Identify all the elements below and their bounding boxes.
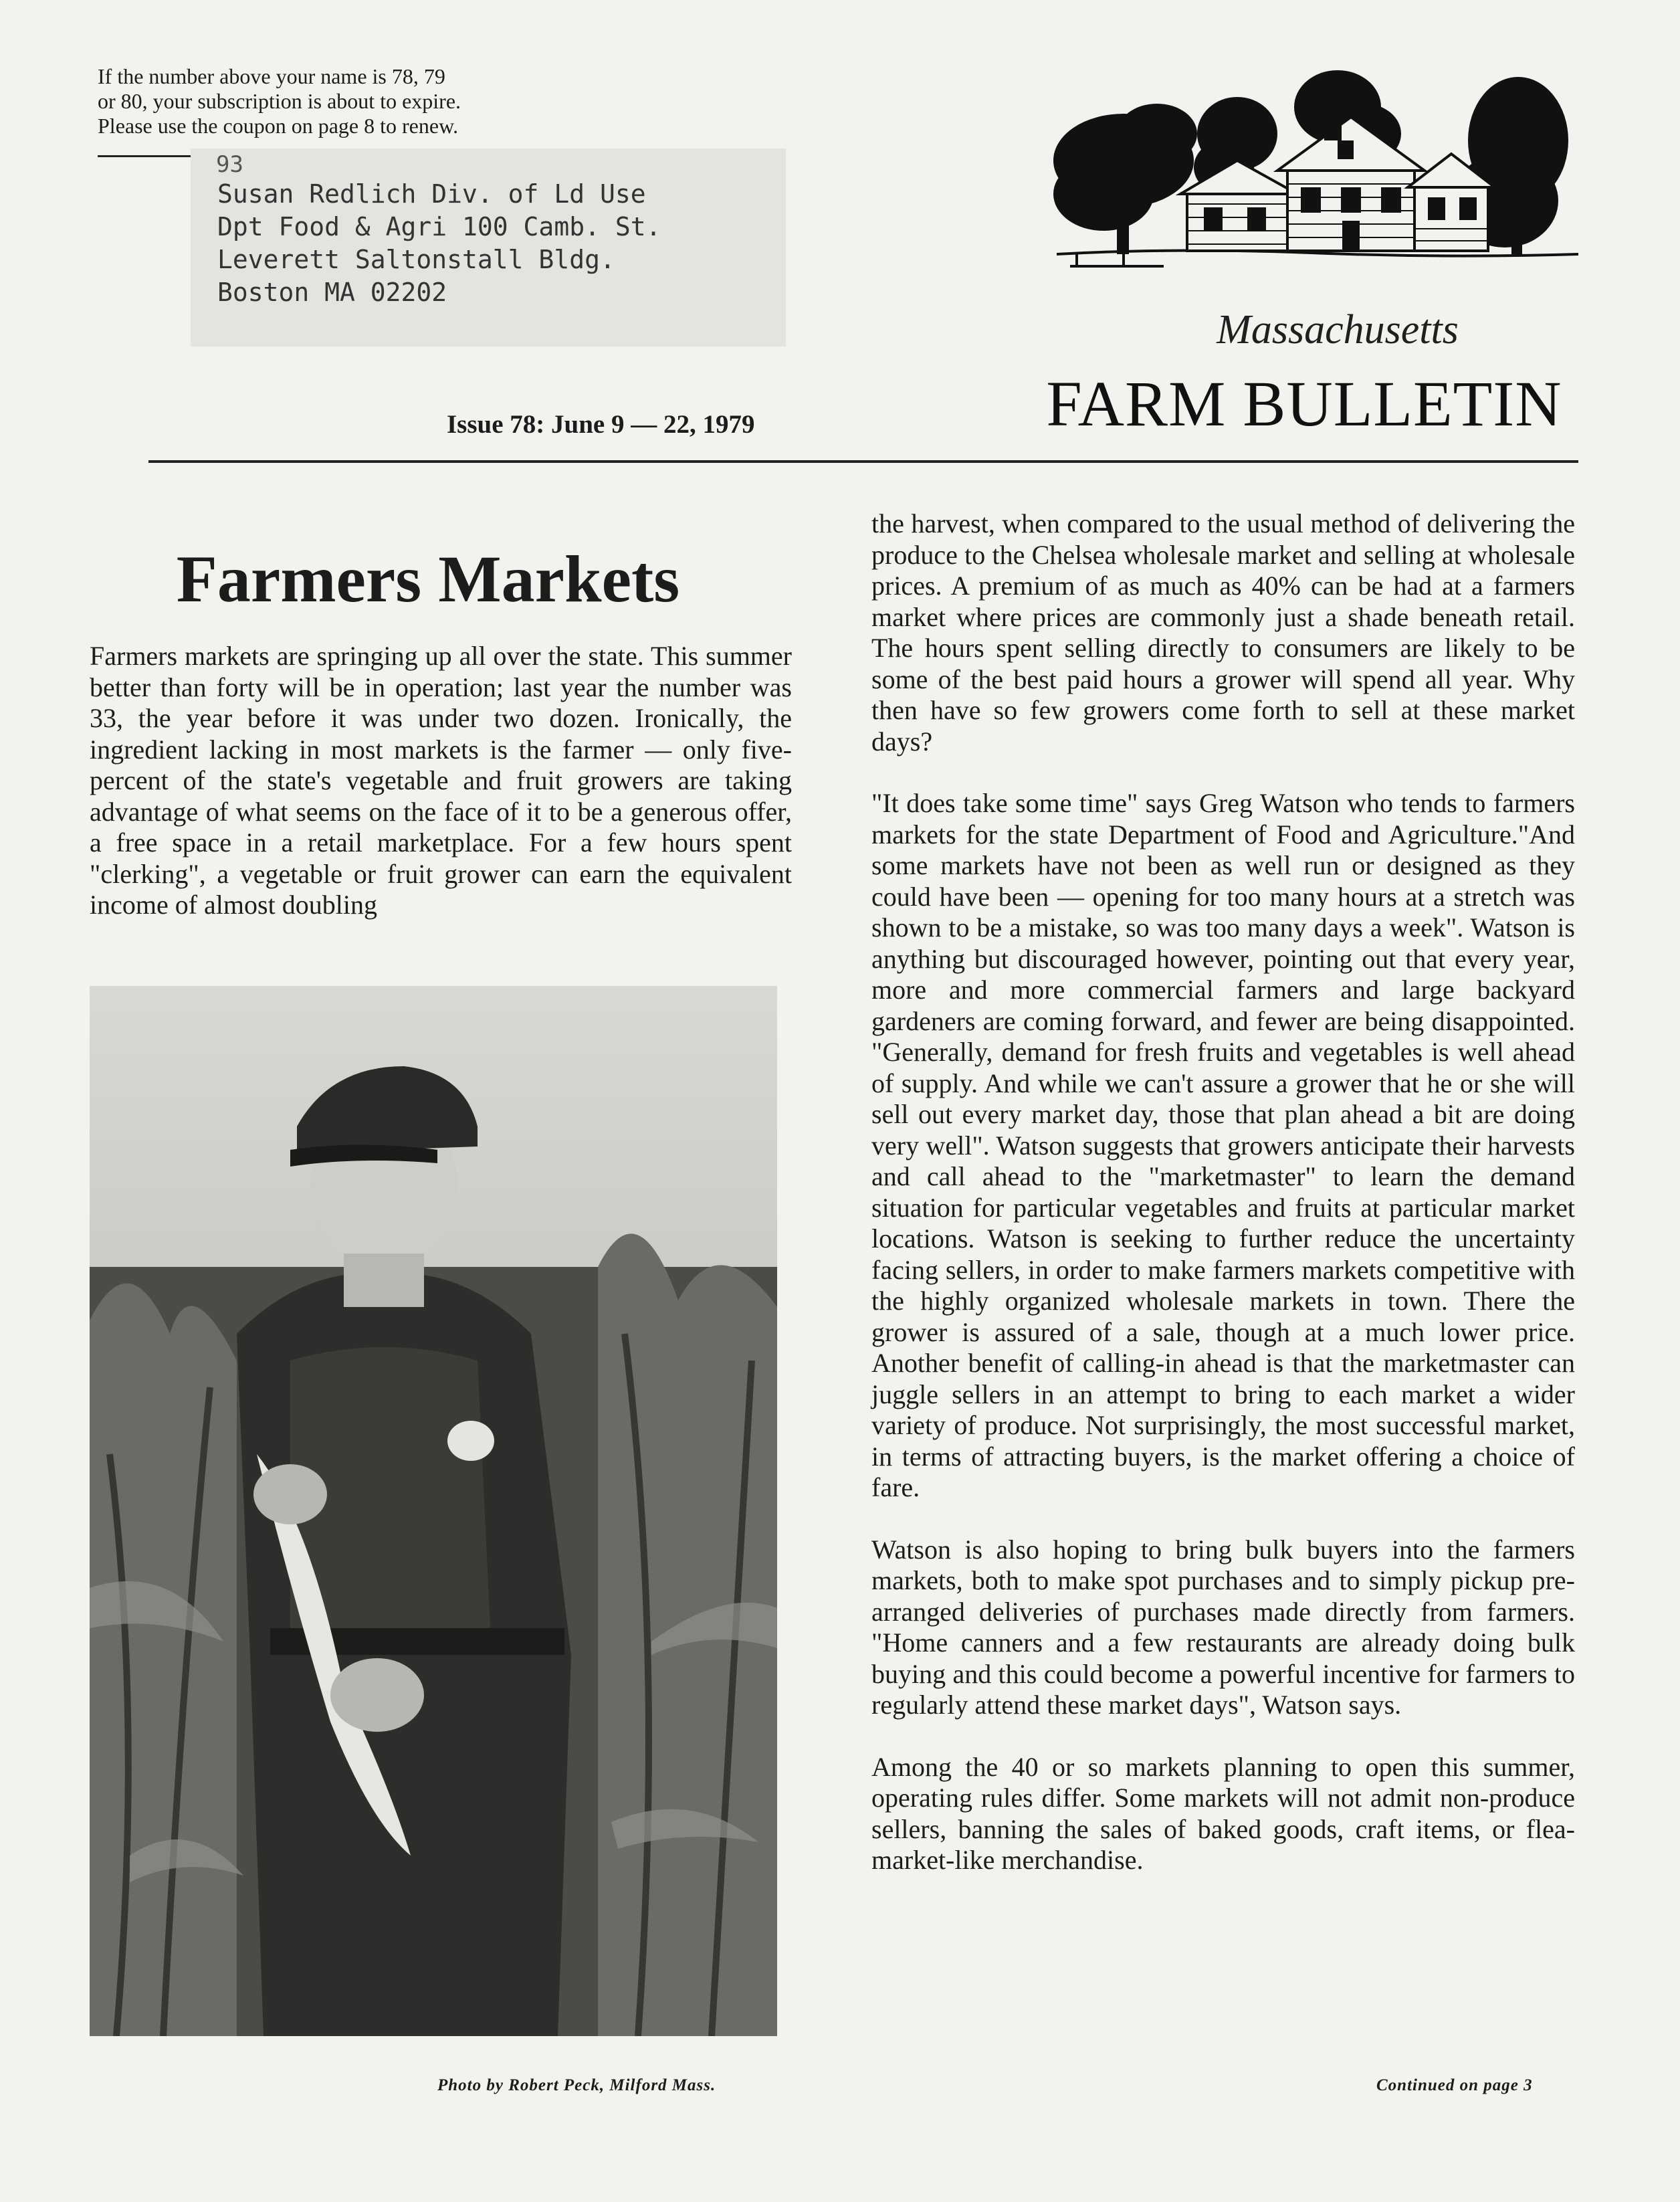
continued-note: Continued on page 3 xyxy=(1376,2076,1533,2094)
subscription-notice xyxy=(98,64,579,138)
article-paragraph: Among the 40 or so markets planning to open this summer, operating rules differ. Some markets will not admit non-produce sellers, banning the sales of baked goods, craft items, or flea-market-like merchandise. xyxy=(871,1751,1575,1875)
address-line-dept: Dpt Food & Agri 100 Camb. St. xyxy=(217,212,661,241)
notice-line: If the number above your name is 78, 79 xyxy=(98,64,445,88)
address-line-city: Boston MA 02202 xyxy=(217,278,447,307)
farmer-photo xyxy=(90,986,777,2036)
farmhouse-with-trees-icon xyxy=(1043,54,1592,281)
address-line-name: Susan Redlich Div. of Ld Use xyxy=(217,179,646,209)
subscriber-code: 93 xyxy=(216,151,243,178)
article-headline: Farmers Markets xyxy=(176,542,680,616)
issue-date: Issue 78: June 9 — 22, 1979 xyxy=(447,410,755,439)
article-paragraph: the harvest, when compared to the usual method of delivering the produce to the Chelsea wholesale market and selling at wholesale prices. A premium of as much as 40% can be had at a farmers market where prices are commonly just a shade beneath retail. The hours spent selling directly to consumers are likely to be some of the best paid hours a grower will spend all year. Why then have so few growers come forth to sell at these market days? xyxy=(871,508,1575,757)
article-column-right xyxy=(871,508,1575,1907)
article-column-left xyxy=(90,641,792,952)
photo-credit: Photo by Robert Peck, Milford Mass. xyxy=(437,2076,716,2094)
address-line-building: Leverett Saltonstall Bldg. xyxy=(217,245,615,274)
address-label xyxy=(191,148,786,346)
masthead-title: FARM BULLETIN xyxy=(1046,368,1562,439)
masthead-divider xyxy=(148,460,1578,463)
article-paragraph: Farmers markets are springing up all over the state. This summer better than forty will be in operation; last year the number was 33, the year before it was under two dozen. Ironically, the ingredient lacking in most markets is the farmer — only five-percent of the state's vegetable and fruit growers are taking advantage of what seems on the face of it to be a generous offer, a free space in a retail marketplace. For a few hours spent "clerking", a vegetable or fruit grower can earn the equivalent income of almost doubling xyxy=(90,641,792,920)
article-paragraph: "It does take some time" says Greg Watson who tends to farmers markets for the state Department of Food and Agriculture."And some markets have not been as well run or designed as they could have been — opening for too many hours at a stretch was shown to be a mistake, so was too many days a week". Watson is anything but discouraged however, pointing out that every year, more and more commercial farmers and large backyard gardeners are coming forward, and fewer are being disappointed. "Generally, demand for fresh fruits and vegetables is well ahead of supply. And while we can't assure a grower that he or she will sell out every market day, those that plan ahead a bit are doing very well". Watson suggests that growers anticipate their harvests and call ahead to the "marketmaster" to learn the demand situation for particular vegetables and fruits at particular market locations. Watson is seeking to further reduce the uncertainty facing sellers, in order to make farmers markets competitive with the highly organized wholesale markets in town. There the grower is assured of a sale, though at a much lower price. Another benefit of calling-in ahead is that the marketmaster can juggle sellers in an attempt to bring to each market a wider variety of produce. Not surprisingly, the most successful market, in terms of attracting buyers, is the market offering a choice of fare. xyxy=(871,788,1575,1502)
masthead-state: Massachusetts xyxy=(1217,307,1459,353)
notice-line: or 80, your subscription is about to expire. xyxy=(98,89,461,113)
article-paragraph: Watson is also hoping to bring bulk buyers into the farmers markets, both to make spot purchases and to simply pickup pre-arranged deliveries of purchases made directly from farmers. "Home canners and a few restaurants are already doing bulk buying and this could become a powerful incentive for farmers to regularly attend these market days", Watson says. xyxy=(871,1534,1575,1720)
notice-line: Please use the coupon on page 8 to renew. xyxy=(98,114,459,138)
